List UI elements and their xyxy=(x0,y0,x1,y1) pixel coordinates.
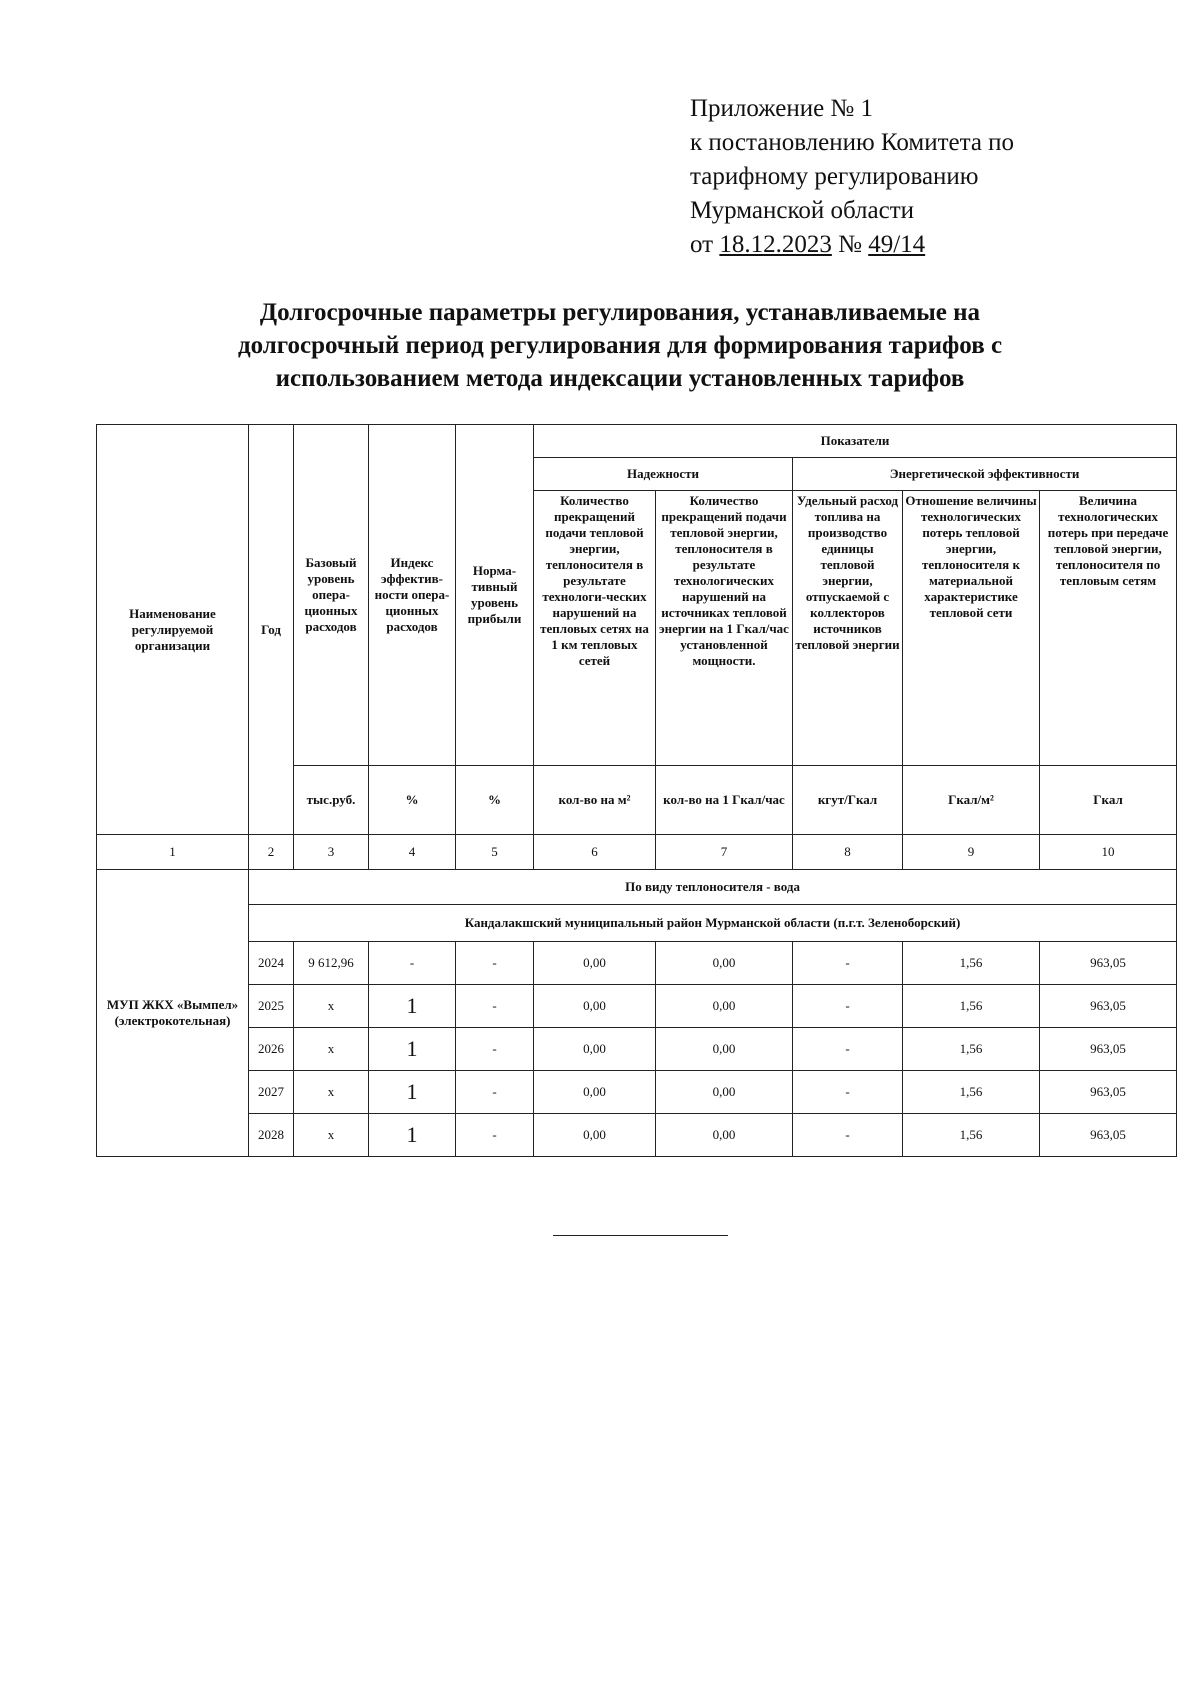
header-col-8: Удельный расход топлива на производство единицы тепловой энергии, отпускаемой с коллекторов источников тепловой энергии xyxy=(793,491,903,766)
unit-index: % xyxy=(369,766,456,835)
header-col-7: Количество прекращений подачи тепловой энергии, теплоносителя в результате технологических нарушений на источниках тепловой энергии на 1 Гкал/час установленной мощности. xyxy=(656,491,793,766)
cell-index: 1 xyxy=(369,1114,456,1157)
unit-base: тыс.руб. xyxy=(294,766,369,835)
table-row xyxy=(97,985,1177,1028)
cell-col-9: 1,56 xyxy=(903,1071,1040,1114)
cell-col-6: 0,00 xyxy=(534,942,656,985)
cell-col-9: 1,56 xyxy=(903,985,1040,1028)
table-row xyxy=(97,1071,1177,1114)
cell-col-6: 0,00 xyxy=(534,985,656,1028)
cell-col-9: 1,56 xyxy=(903,1028,1040,1071)
cell-col-10: 963,05 xyxy=(1040,1071,1177,1114)
col-number: 4 xyxy=(369,835,456,870)
cell-base: x xyxy=(294,1028,369,1071)
cell-col-7: 0,00 xyxy=(656,985,793,1028)
unit-col-9: Гкал/м² xyxy=(903,766,1040,835)
header-col-6: Количество прекращений подачи тепловой энергии, теплоносителя в результате технологи-ческих нарушений на тепловых сетях на 1 км тепловых сетей xyxy=(534,491,656,766)
cell-col-9: 1,56 xyxy=(903,1114,1040,1157)
header-reliability: Надежности xyxy=(534,458,793,491)
unit-profit: % xyxy=(456,766,534,835)
col-number: 1 xyxy=(97,835,249,870)
cell-col-7: 0,00 xyxy=(656,942,793,985)
title-line-3: использованием метода индексации установленных тарифов xyxy=(275,365,965,392)
cell-col-10: 963,05 xyxy=(1040,1114,1177,1157)
cell-profit: - xyxy=(456,1028,534,1071)
cell-base: x xyxy=(294,1071,369,1114)
cell-index: 1 xyxy=(369,1028,456,1071)
cell-profit: - xyxy=(456,942,534,985)
cell-base: x xyxy=(294,1114,369,1157)
table-row xyxy=(97,1114,1177,1157)
cell-year: 2027 xyxy=(249,1071,294,1114)
unit-col-8: кгут/Гкал xyxy=(793,766,903,835)
unit-col-10: Гкал xyxy=(1040,766,1177,835)
col-number: 10 xyxy=(1040,835,1177,870)
col-number: 8 xyxy=(793,835,903,870)
cell-profit: - xyxy=(456,1114,534,1157)
cell-year: 2024 xyxy=(249,942,294,985)
header-col-9: Отношение величины технологических потерь тепловой энергии, теплоносителя к материальной характеристике тепловой сети xyxy=(903,491,1040,766)
appendix-line-1: Приложение № 1 xyxy=(690,95,874,122)
date-prefix: от xyxy=(690,231,720,258)
title-line-1: Долгосрочные параметры регулирования, устанавливаемые на xyxy=(259,299,981,326)
cell-col-8: - xyxy=(793,942,903,985)
table-row xyxy=(97,1028,1177,1071)
resolution-number: 49/14 xyxy=(868,231,926,258)
cell-profit: - xyxy=(456,1071,534,1114)
cell-col-10: 963,05 xyxy=(1040,1028,1177,1071)
cell-base: 9 612,96 xyxy=(294,942,369,985)
cell-col-8: - xyxy=(793,1028,903,1071)
header-year: Год xyxy=(249,425,294,835)
unit-col-7: кол-во на 1 Гкал/час xyxy=(656,766,793,835)
col-number: 3 xyxy=(294,835,369,870)
header-indicators: Показатели xyxy=(534,425,1177,458)
col-number: 6 xyxy=(534,835,656,870)
section-heading: По виду теплоносителя - вода xyxy=(249,870,1177,905)
col-number: 2 xyxy=(249,835,294,870)
col-number: 7 xyxy=(656,835,793,870)
header-base: Базовый уровень опера-ционных расходов xyxy=(294,425,369,766)
cell-base: x xyxy=(294,985,369,1028)
appendix-date-line xyxy=(690,228,1014,262)
appendix-block xyxy=(690,92,1014,262)
cell-col-7: 0,00 xyxy=(656,1028,793,1071)
cell-col-8: - xyxy=(793,985,903,1028)
cell-col-7: 0,00 xyxy=(656,1071,793,1114)
header-col-10: Величина технологических потерь при передаче тепловой энергии, теплоносителя по тепловым сетям xyxy=(1040,491,1177,766)
subsection-heading: Кандалакшский муниципальный район Мурманской области (п.г.т. Зеленоборский) xyxy=(249,905,1177,942)
col-number: 9 xyxy=(903,835,1040,870)
cell-year: 2028 xyxy=(249,1114,294,1157)
title-line-2: долгосрочный период регулирования для формирования тарифов с xyxy=(237,332,1003,359)
cell-col-7: 0,00 xyxy=(656,1114,793,1157)
cell-col-8: - xyxy=(793,1114,903,1157)
cell-col-6: 0,00 xyxy=(534,1028,656,1071)
parameters-table xyxy=(96,424,1177,1157)
cell-year: 2026 xyxy=(249,1028,294,1071)
appendix-line-4: Мурманской области xyxy=(690,197,915,224)
col-number: 5 xyxy=(456,835,534,870)
appendix-line-2: к постановлению Комитета по xyxy=(690,129,1015,156)
cell-index: - xyxy=(369,942,456,985)
header-efficiency: Энергетической эффективности xyxy=(793,458,1177,491)
cell-col-6: 0,00 xyxy=(534,1071,656,1114)
number-prefix: № xyxy=(831,231,869,258)
header-org: Наименование регулируемой организации xyxy=(97,425,249,835)
cell-col-10: 963,05 xyxy=(1040,942,1177,985)
cell-year: 2025 xyxy=(249,985,294,1028)
appendix-line-3: тарифному регулированию xyxy=(690,163,979,190)
cell-index: 1 xyxy=(369,1071,456,1114)
cell-col-8: - xyxy=(793,1071,903,1114)
header-profit: Норма-тивный уровень прибыли xyxy=(456,425,534,766)
closing-rule xyxy=(553,1235,728,1236)
cell-col-10: 963,05 xyxy=(1040,985,1177,1028)
cell-col-9: 1,56 xyxy=(903,942,1040,985)
organization-name: МУП ЖКХ «Вымпел» (электрокотельная) xyxy=(97,870,249,1157)
header-index: Индекс эффектив-ности опера-ционных расходов xyxy=(369,425,456,766)
unit-col-6: кол-во на м² xyxy=(534,766,656,835)
resolution-date: 18.12.2023 xyxy=(719,231,832,258)
cell-profit: - xyxy=(456,985,534,1028)
cell-index: 1 xyxy=(369,985,456,1028)
table-row xyxy=(97,942,1177,985)
document-title xyxy=(120,296,1120,395)
cell-col-6: 0,00 xyxy=(534,1114,656,1157)
